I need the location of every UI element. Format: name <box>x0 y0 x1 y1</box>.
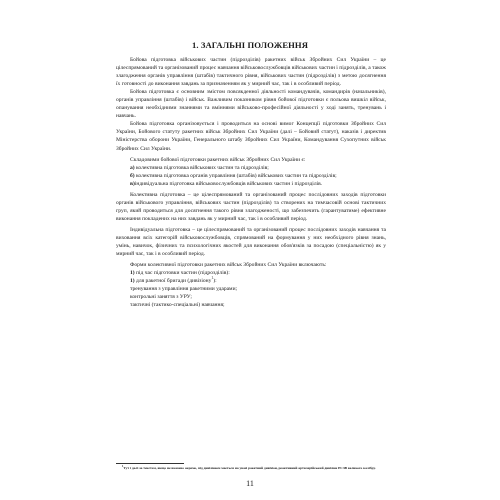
paragraph-6: Індивідуальна підготовка – це цілеспрямований та організований процес послідовних заходів навчання та виховання всіх категорій військовослужбовців, спрямований на формування у них необхідного рівня знань, умінь, навичок, фізичних та психологічних якостей для виконання обов'язків за посадою (спеціальністю) як у мирний час, так і в особливий період. <box>116 226 386 258</box>
form-item-1a <box>116 277 386 285</box>
list-item-b-text: колективна підготовка органів управління (штабів) військових частин та підрозділів; <box>134 172 337 179</box>
sub-item-2: контрольні заняття з УРУ; <box>130 294 192 301</box>
sub-item-3: тактичні (тактико-спеціальні) навчання; <box>130 302 225 309</box>
paragraph-4: Складовими бойової підготовки ракетних військ Збройних Сил України є: <box>130 156 306 163</box>
list-item-c-text: індивідуальна підготовка військовослужбовців військових частин і підрозділів. <box>134 180 323 187</box>
list-item-a <box>116 164 386 172</box>
paragraph-2: Бойова підготовка є основним змістом повсякденної діяльності командувачів, командирів (начальників), органів управління (штабів) і військ. Важливим показником рівня бойової підготовки є польова вишкіл військ, опанування необхідними знаннями та вміннями військово-професійної діяльності у ході занять, тренувань і навчань. <box>116 89 386 120</box>
body-text <box>116 56 386 309</box>
footnote-divider <box>116 463 184 464</box>
list-item-b-marker: б) <box>130 172 135 179</box>
form-item-1-marker: 1) <box>130 270 135 277</box>
section-title: 1. ЗАГАЛЬНІ ПОЛОЖЕННЯ <box>191 40 309 50</box>
footnote-text: Тут і далі за текстом, якщо не вказано окремо, під дивізіоном мається на увазі ракетний дивізіон, реактивний артилерійський дивізіон РСЗВ великого калібру. <box>123 466 376 471</box>
form-item-1a-end: ): <box>213 278 217 285</box>
form-item-1-text: під час підготовки частин (підрозділів): <box>134 270 230 277</box>
page-number: 11 <box>246 479 254 488</box>
paragraph-1: Бойова підготовка військових частин (підрозділів) ракетних військ Збройних Сил України – це цілеспрямований та організований процес навчання військовослужбовців військових частин і підрозділів, а також злагодження органів управління (штабів) тактичного рівня, військових частин (підрозділів) з метою досягнення їх готовності до виконання завдань за призначенням як у мирний час, так і в особливий період. <box>116 57 386 88</box>
sub-item-1: тренування з управління ракетними ударами; <box>130 286 238 293</box>
footnote <box>116 466 386 471</box>
form-item-1a-marker: 1) <box>130 278 135 285</box>
list-item-c-marker: в) <box>130 180 135 187</box>
list-item-c <box>116 180 386 188</box>
footnote-ref: 1 <box>211 276 214 281</box>
paragraph-3: Бойова підготовка організовується і проводиться на основі вимог Концепції підготовки Збройних Сил України, Бойового статуту ракетних військ Збройних Сил України (далі – Бойовий статут), наказів і директив Міністерства оборони України, Генерального штабу Збройних Сил України, Командування Сухопутних військ Збройних Сил України. <box>116 121 386 152</box>
form-item-1a-text: для ракетної бригади (дивізіону <box>134 278 212 285</box>
list-item-a-marker: а) <box>130 164 135 171</box>
paragraph-7: Форми колективної підготовки ракетних військ Збройних Сил України включають: <box>130 262 327 269</box>
paragraph-5: Колективна підготовка – це цілеспрямований та організований процес послідовних заходів підготовки органів військового управління, військових частин (підрозділів) та створених на тимчасовій основі тактичних груп, який проводиться для досягнення такого рівня злагодженості, що забезпечить (гарантуватиме) ефективне виконання покладених на них завдань як у мирний час, так і в особливий період. <box>116 191 386 222</box>
list-item-b <box>116 172 386 180</box>
list-item-a-text: колективна підготовка військових частин та підрозділів; <box>134 164 269 171</box>
form-item-1 <box>116 269 386 277</box>
footnote-marker: 1 <box>122 464 124 468</box>
